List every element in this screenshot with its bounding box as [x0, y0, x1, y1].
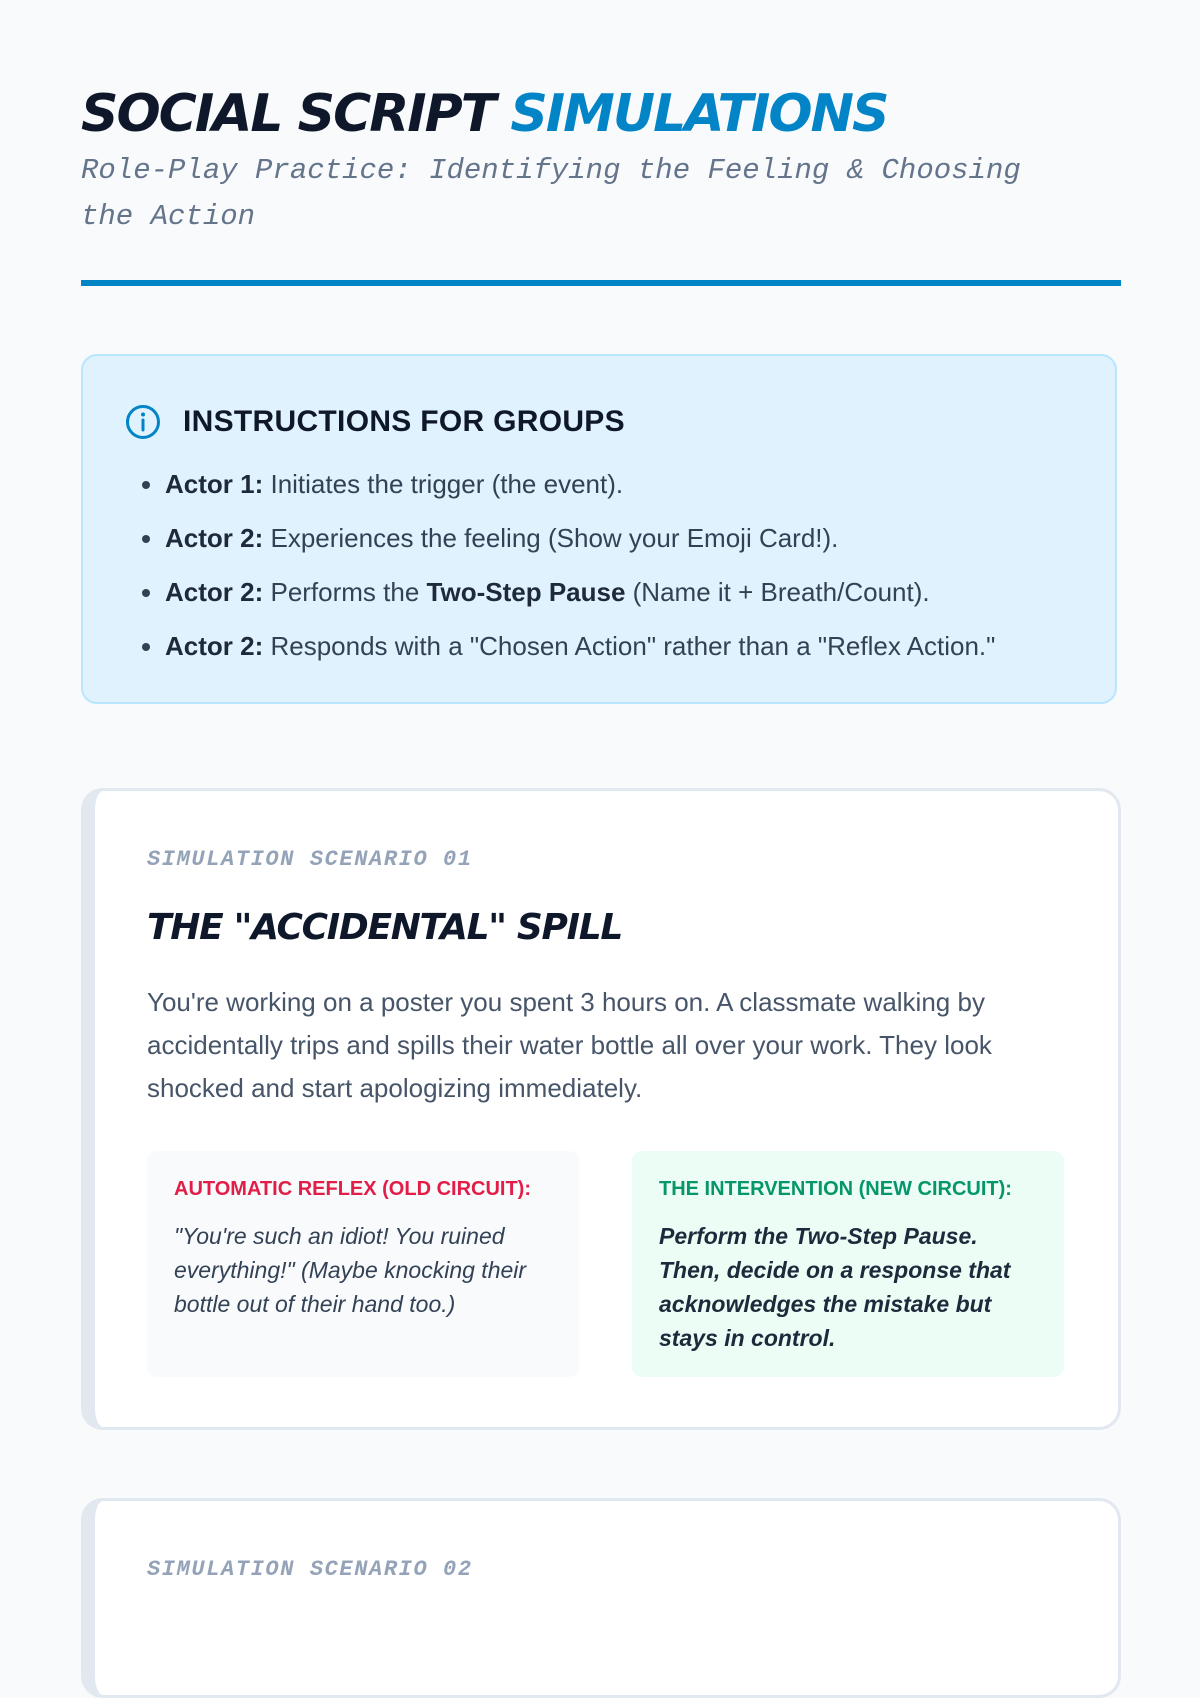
reflex-label: AUTOMATIC REFLEX (OLD CIRCUIT):: [174, 1178, 532, 1200]
instruction-text: Responds with a "Chosen Action" rather than a "Reflex Action.": [263, 631, 996, 661]
instruction-item: [165, 511, 1125, 565]
instruction-actor: Actor 1:: [165, 469, 264, 499]
instructions-title: INSTRUCTIONS FOR GROUPS: [183, 405, 625, 438]
reflex-panel: [147, 1151, 579, 1377]
instruction-actor: Actor 2:: [165, 631, 264, 661]
instruction-text: Performs the: [263, 577, 427, 607]
scenario-label: SIMULATION SCENARIO 02: [147, 1557, 473, 1582]
reflex-text: "You're such an idiot! You ruined everything!" (Maybe knocking their bottle out of their hand too.): [174, 1223, 527, 1317]
instruction-item: [165, 457, 1125, 511]
instructions-header: [125, 404, 625, 440]
instruction-text: (Name it + Breath/Count).: [625, 577, 930, 607]
page-subtitle: Role-Play Practice: Identifying the Feeling & Choosing the Action: [81, 154, 1021, 233]
scenario-card: [81, 1498, 1121, 1698]
page-title: [81, 80, 888, 148]
header-divider: [81, 280, 1121, 286]
scenario-card: [81, 788, 1121, 1430]
instruction-text: Experiences the feeling (Show your Emoji Card!).: [263, 523, 839, 553]
instructions-list: [135, 457, 1125, 673]
instruction-text: Initiates the trigger (the event).: [263, 469, 624, 499]
scenario-description: You're working on a poster you spent 3 hours on. A classmate walking by accidentally trips and spills their water bottle all over your work. They look shocked and start apologizing immediately.: [147, 987, 992, 1103]
instruction-item: [165, 565, 1125, 619]
scenario-label: SIMULATION SCENARIO 01: [147, 847, 473, 872]
instruction-actor: Actor 2:: [165, 577, 264, 607]
intervention-label: THE INTERVENTION (NEW CIRCUIT):: [659, 1178, 1012, 1200]
intervention-panel: [632, 1151, 1064, 1377]
page-title-main: SOCIAL SCRIPT: [81, 84, 511, 144]
info-icon: [125, 404, 161, 440]
page-title-accent: SIMULATIONS: [510, 84, 888, 144]
scenario-title: THE "ACCIDENTAL" SPILL: [147, 907, 622, 948]
instruction-actor: Actor 2:: [165, 523, 264, 553]
instruction-emphasis: Two-Step Pause: [426, 577, 626, 607]
intervention-text: Perform the Two-Step Pause. Then, decide on a response that acknowledges the mistake but stays in control.: [659, 1223, 1011, 1351]
instructions-box: [81, 354, 1117, 704]
instruction-item: [165, 619, 1125, 673]
